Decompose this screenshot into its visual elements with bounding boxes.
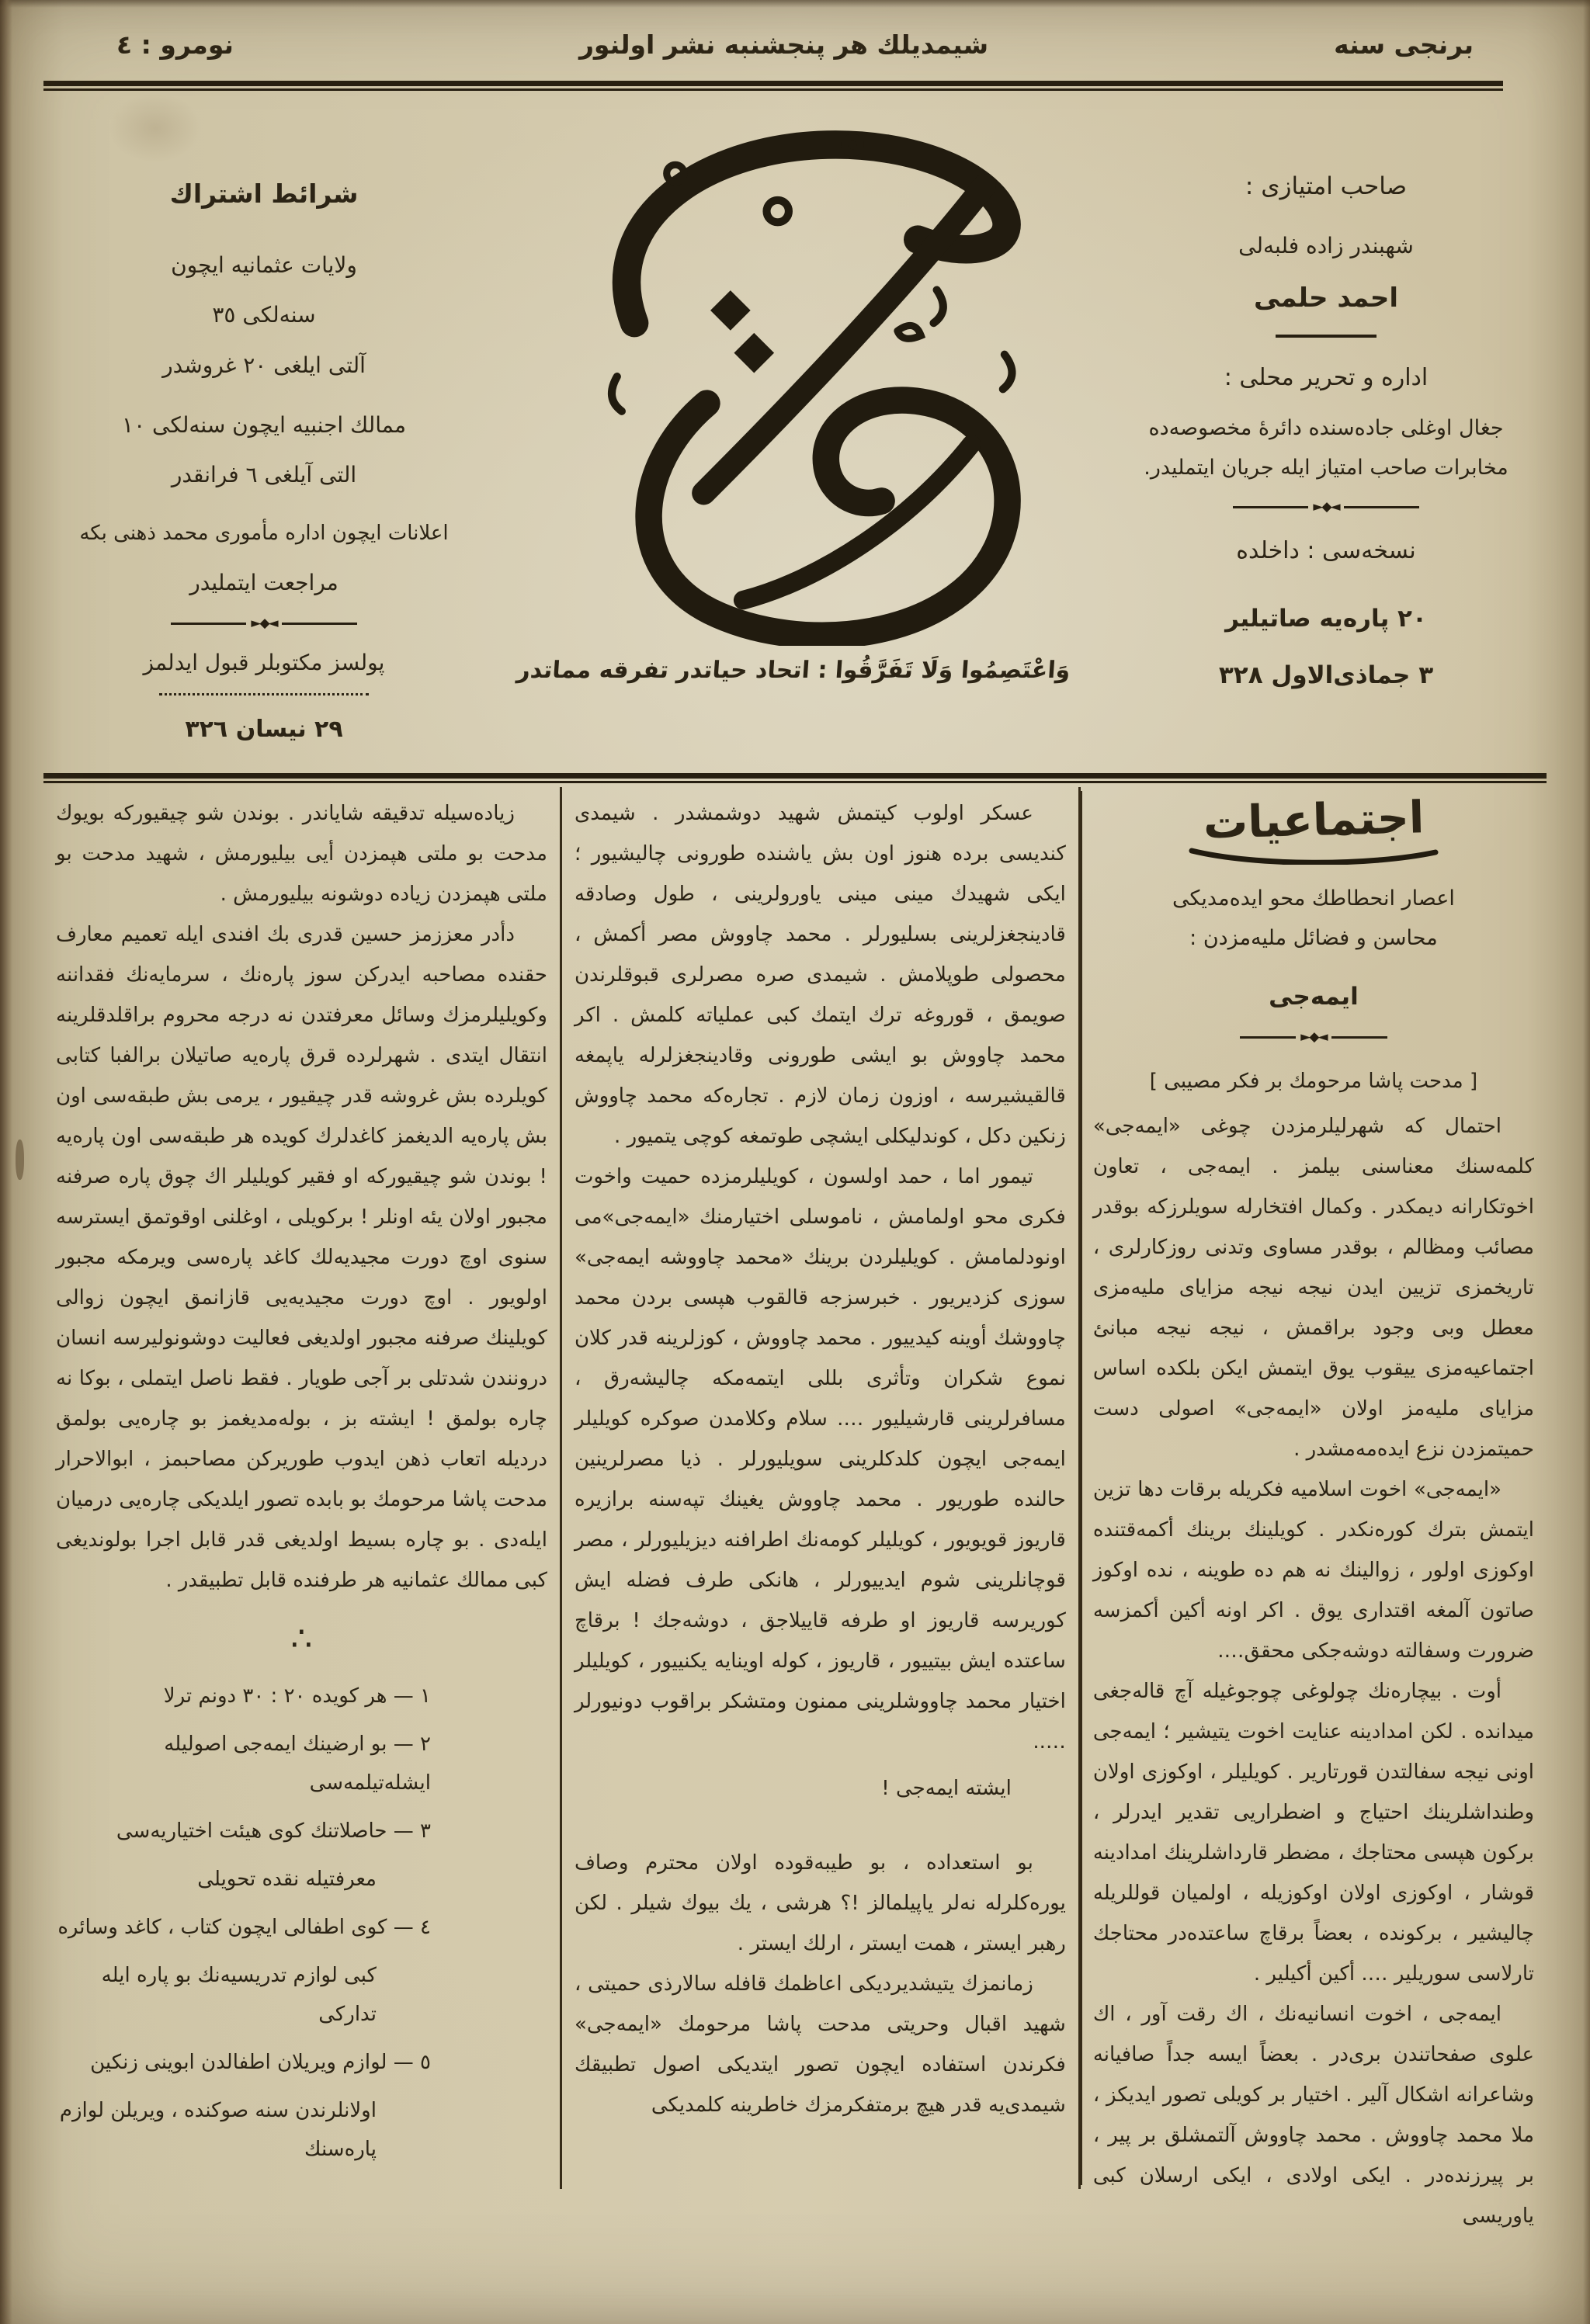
paragraph: [ مدحت پاشا مرحومك بر فكر مصیبی ] <box>1149 1070 1478 1094</box>
list-item: ٣ — حاصلاتنك كوی هیئت اختیاریه‌سی <box>116 1819 431 1843</box>
ornament-divider <box>171 617 357 630</box>
diamond-ornament-icon <box>1308 501 1343 514</box>
admin-address-line2: مخابرات صاحب امتیاز ایله جریان ایتملیدر. <box>1144 456 1508 480</box>
date-rumi: ٢٩ نیسان ٣٢٦ <box>185 715 343 743</box>
list-item: ١ — هر كویده ٢٠ : ٣٠ دونم ترلا <box>163 1684 431 1708</box>
article-text-left-column <box>56 793 547 1601</box>
top-bar <box>116 29 1474 60</box>
asterism-separator: ∴ <box>290 1619 313 1659</box>
admin-address-line1: جغال اوغلی جاده‌سنده دائرهٔ مخصوصه‌ده <box>1148 416 1504 441</box>
issue-year: برنجی سنه <box>1334 29 1474 60</box>
paragraph: أوت . بیچاره‌نك چولوغی چوجوغیله آچ قالەجغی میدانده . لكن امدادینه عنایت اخوت یتیشیر ؛ ایمه‌جی اونی نیجه سفالتدن قورتاریر . كویلیلر ، اوكوزی اولان وطنداشلرینك احتیاج و اضطراریی تقدیر ایدرلر ، بركون هپسی محتاجك ، مضطر قارداشلرینك امدادینه قوشار ، اوكوزی اولان اوكوزیله ، اولمیان قوللریله چالیشیر ، بركونده ، بعضاً برقاچ ساعتده‌در محتاجك تارلاسی سوریلیر …. أكین أكیلیر . <box>1092 1680 1534 1986</box>
diamond-ornament-icon <box>1296 1031 1331 1044</box>
article-body <box>43 787 1547 2229</box>
masthead-calligraphy <box>537 95 1050 646</box>
list-item: ٤ — كوی اطفالی ایچون كتاب ، كاغد وسائره <box>57 1916 431 1939</box>
copy-price: ٢٠ پاره‌یه صاتیلیر <box>1225 605 1427 633</box>
subscription-term-line: اعلانات ایچون اداره مأموری محمد ذهنی بكه <box>79 521 449 545</box>
paper-fold-mark <box>16 1139 24 1180</box>
paragraph: زیاده‌سیله تدقیقه شایاندر . بوندن شو چیقیوركه بویوك مدحت بو ملتی هپمزدن أیی بیلیورمش ، شهید مدحت بو ملتی هپمزدن زیاده دوشونه بیلیورمش . <box>56 802 547 906</box>
subscription-term-line: مراجعت ایتملیدر <box>189 569 338 595</box>
scan-edge-left <box>0 0 12 2324</box>
article-subtitle-line2: محاسن و فضائل ملیه‌مزدن : <box>1189 926 1438 951</box>
paragraph: زمانمزك یتیشدیردیكی اعاظمك قافله سالارذی حمیتی ، شهید اقبال وحریتی مدحت پاشا مرحومك «ایمه‌جی» فكرندن استفاده ایچون تصور ایتدیكی اصول تطبیقك شیمدی‌یه قدر هیچ برمتفكرمزك خاطرینه كلمدیكی <box>574 1972 1066 2117</box>
article-subtitle-line1: اعصار انحطاطك محو ایده‌مدیكی <box>1172 886 1455 911</box>
subscription-term-line: سنه‌لكی ٣٥ <box>212 302 316 328</box>
dotted-rule <box>159 693 369 695</box>
paragraph: احتمال كه شهرلیلرمزدن چوغی «ایمه‌جی» كلمه‌سنك معناسنی بیلمز . ایمه‌جی ، تعاون اخوتكارانه دیمكدر . وكمال افتخارله سویلرزكه بوقدر مصائب ومظالم ، بوقدر مساوی وتدنی روزكارلری ، تاریخمزی تزیین ایدن نیجه نیجه مزایای ملیه‌مزی معطل وبی وجود براقمش ، نیجه نیجه مبانئ اجتماعیه‌مزی ییقوب یوق ایتمش ایكن بلكده اساس مزایای ملیه‌مز اولان «ایمه‌جی» اصولی دست حمیتمزدن نزع ایده‌مه‌مشدر . <box>1092 1115 1534 1462</box>
column-second <box>562 787 1081 2189</box>
date-hijri: ٣ جماذی‌الاول ٣٢٨ <box>1218 661 1434 690</box>
owner-origin: شهبندر زاده فلبه‌لی <box>1238 232 1414 258</box>
article-text-middle-column <box>575 793 1066 2125</box>
column-first <box>1081 787 1547 2229</box>
paper-stain <box>109 93 202 163</box>
paragraph: عسكر اولوب كیتمش شهید دوشمشدر . شیمدی كندیسی برده هنوز اون بش یاشنده طورونی چالیشیور ؛ ایكی شهیدك مینی مینی یاورولرینی ، طول وصادقه قادینجغزلرینی بسلیورلر . محمد چاووش مصر أكمش ، محصولی طوپلامش . شیمدی صره مصرلری قبوقلرندن صویمق ، قوروغه ترك ایتمك كبی عملیاته كلمش . اكر محمد چاووش بو ایشی طورونی وقادینجغزلرله یاپمغه قالقیشیرسه ، اوزون زمان لازم . تجاره‌كه محمد چاووش زنكین دكل ، كوندلیكلی ایشچی طوتمغه كوچی یتمیور . <box>574 802 1066 1148</box>
header-top-rule <box>43 81 1503 91</box>
list-item: ٥ — لوازم ویریلان اطفالدن ابوینی زنكین <box>90 2051 431 2074</box>
subscription-term-line: ممالك اجنبیه ایچون سنه‌لكی ١٠ <box>122 411 406 438</box>
subscription-term-line: التی آیلغی ٦ فرانقدر <box>171 462 357 488</box>
publication-schedule: شیمدیلك هر پنجشنبه نشر اولنور <box>578 29 989 60</box>
paragraph: «ایمه‌جی» اخوت اسلامیه فكریله برقات دها تزین ایتمش بترك كوره‌نكدر . كویلینك برینك أكمه‌قتنده اوكوزی اولور ، زوالینك نه هم ده طوینه ، نده اوكوز صاتون آلمغه اقتداری یوق . اكر اونه أكین أكمزسه ضرورت وسفالته دوشه‌جكی محقق…. <box>1092 1478 1534 1663</box>
subscription-title: شرائط اشتراك <box>169 179 359 209</box>
ornament-divider <box>1240 1031 1387 1044</box>
subscription-box <box>51 175 477 746</box>
owner-box <box>1113 169 1539 693</box>
unstamped-letters-note: پولسز مكتوبلر قبول ایدلمز <box>143 650 385 676</box>
list-item: معرفتیله نقده تحویلی <box>197 1868 377 1891</box>
admin-label: اداره و تحریر محلی : <box>1224 363 1429 391</box>
list-item: اولانلرندن سنه صوكنده ، ویریلن لوازم پاره‌سنك <box>59 2099 377 2161</box>
article-text-right-column <box>1093 1061 1534 2236</box>
column-third <box>43 787 562 2189</box>
short-rule <box>1276 335 1376 338</box>
masthead-motto: وَاعْتَصِمُوا وَلَا تَفَرَّقُوا : اتحاد حیاتدر تفرقه مماتدر <box>516 657 1071 684</box>
diamond-ornament-icon <box>246 617 281 630</box>
section-title: اجتماعیات <box>1202 792 1425 849</box>
issue-number: نومرو : ٤ <box>116 29 234 60</box>
ornament-divider <box>1233 501 1419 514</box>
paragraph: دأدر معززمز حسین قدری بك افندی ایله تعمیم معارف حقنده مصاحبه ایدركن سوز پاره‌نك ، سرمایه‌نك فقداننه وكویلیلرمزك وسائل معرفتدن نه درجه محروم براقلدقلرینه انتقال ایتدی . شهرلرده قرق پاره‌یه صاتیلان برالفبا كتابی كویلرده بش غروشه قدر چیقیور ، یرمی بش طبقه‌سی اون بش پاره‌یه الدیغمز كاغدلرك كویده هر طبقه‌سی اون پاره‌یه ! بوندن شو چیقیوركه او فقیر كویلیلر اك چوق پاره صرفنه مجبور اولان یئه اونلر ! بركویلی ، اوغلنی اوقوتمق ایسترسه سنوی اوچ دورت مجیدیه‌لك كاغد پاره‌سی ویرمكه مجبور اولویور . اوچ دورت مجیدیه‌یی قازانمق ایچون زوالی كویلینك صرفنه مجبور اولدیغی فعالیت دوشونولیرسه انسان درونندن شدتلی بر آجی طویار . فقط ناصل ایتملی ، بوكا نه چاره بولمق ! ایشته بز ، بوله‌مدیغمز بو چاره‌یی بولمق دردیله اتعاب ذهن ایدوب طوریركن مصاحبمز ، ابوالاحرار مدحت پاشا مرحومك بو بابده تصور ایلدیكی چاره‌یی درمیان ایله‌دی . بو چاره بسیط اولدیغی قدر قابل اجرا بولوندیغی كبی ممالك عثمانیه هر طرفنده قابل تطبیقدر . <box>56 923 547 1592</box>
owner-label: صاحب امتیازی : <box>1245 172 1408 200</box>
masthead <box>491 95 1096 684</box>
paragraph: بو استعداده ، بو طیبه‌قوده اولان محترم وصاف یوره‌كلرله نه‌لر یاپیلمالز !؟ هرشی ، یك بیوك شیلر . لكن رهبر ایستر ، همت ایستر ، ارلك ایستر . <box>574 1851 1066 1955</box>
header-bottom-rule <box>43 773 1547 783</box>
subscription-term-line: ولایات عثمانیه ایچون <box>171 251 357 278</box>
scan-edge-top <box>0 0 1590 8</box>
list-item: ٢ — بو ارضینك ایمه‌جی اصولیله ایشله‌تیلمه‌سی <box>164 1733 431 1795</box>
paragraph: ایشته ایمه‌جی ! <box>881 1777 1012 1800</box>
paragraph: تیمور اما ، حمد اولسون ، كویلیلرمزده حمیت واخوت فكری محو اولمامش ، ناموسلی اختیارمنك «ایمه‌جی»می اونودلمامش . كویلیلردن برینك «محمد چاووشه ایمه‌جی» سوزی كزدیریور . خبرسزجه قالقوب هپسی بردن محمد چاووشك أوینه كیدییور . محمد چاووش ، كوزلرینه قدر كلان نموع شكران وتأثری بللی ایتمه‌مكه چالیشه‌رق ، مسافرلرینی قارشیلیور …. سلام وكلامدن صوكره كویلیلر ایمه‌جی ایچون كلدكلرینی سویلیورلر . ذیا مصرلرینین حالنده طوریور . محمد چاووش یغینك تپه‌سنه برازیره قاریوز قویویور ، كویلیلر كومه‌نك اطرافنه دیزیلیورلر ، مصر قوچانلرینی شوم ایدییورلر ، هانكی طرف فضله ایش كوریرسه قاریوز او طرفه قاییلاجق ، دوشه‌جك ! برقاچ ساعتده ایش بیتییور ، قاریوز ، كوله اوینایه یكنییور ، كویلیلر اختیار محمد چاووشلرینی ممنون ومتشكر براقوب دونیورلر ….. <box>574 1165 1066 1753</box>
numbered-proposal-list <box>56 1677 431 2169</box>
subscription-terms <box>51 250 477 598</box>
paragraph: ایمه‌جی ، اخوت انسانیه‌نك ، اك رقت آور ، اك علوی صفحاتندن بری‌در . بعضاً ایسه جداً صافیانه وشاعرانه اشكال آلیر . اختیار بر كویلی تصور ایدیكز ، ملا محمد چاووش . محمد چاووش آلتمشلق بر پیر ، بر پیرزنده‌در . ایكی اولادی ، ایكی ارسلان كبی یاوریسی <box>1092 2003 1534 2229</box>
scan-edge-right <box>1583 0 1590 2324</box>
subscription-term-line: آلتی ایلغی ٢٠ غروشدر <box>162 352 366 379</box>
owner-name: احمد حلمی <box>1253 282 1398 314</box>
copy-price-label: نسخه‌سی : داخلده <box>1236 536 1416 564</box>
article-title: ایمه‌جی <box>1269 983 1359 1011</box>
section-header <box>1093 792 1534 1044</box>
list-item: كبی لوازم تدریسیه‌نك بو پاره ایله تداركی <box>101 1964 377 2026</box>
calligraphic-swash-icon <box>1186 846 1442 865</box>
